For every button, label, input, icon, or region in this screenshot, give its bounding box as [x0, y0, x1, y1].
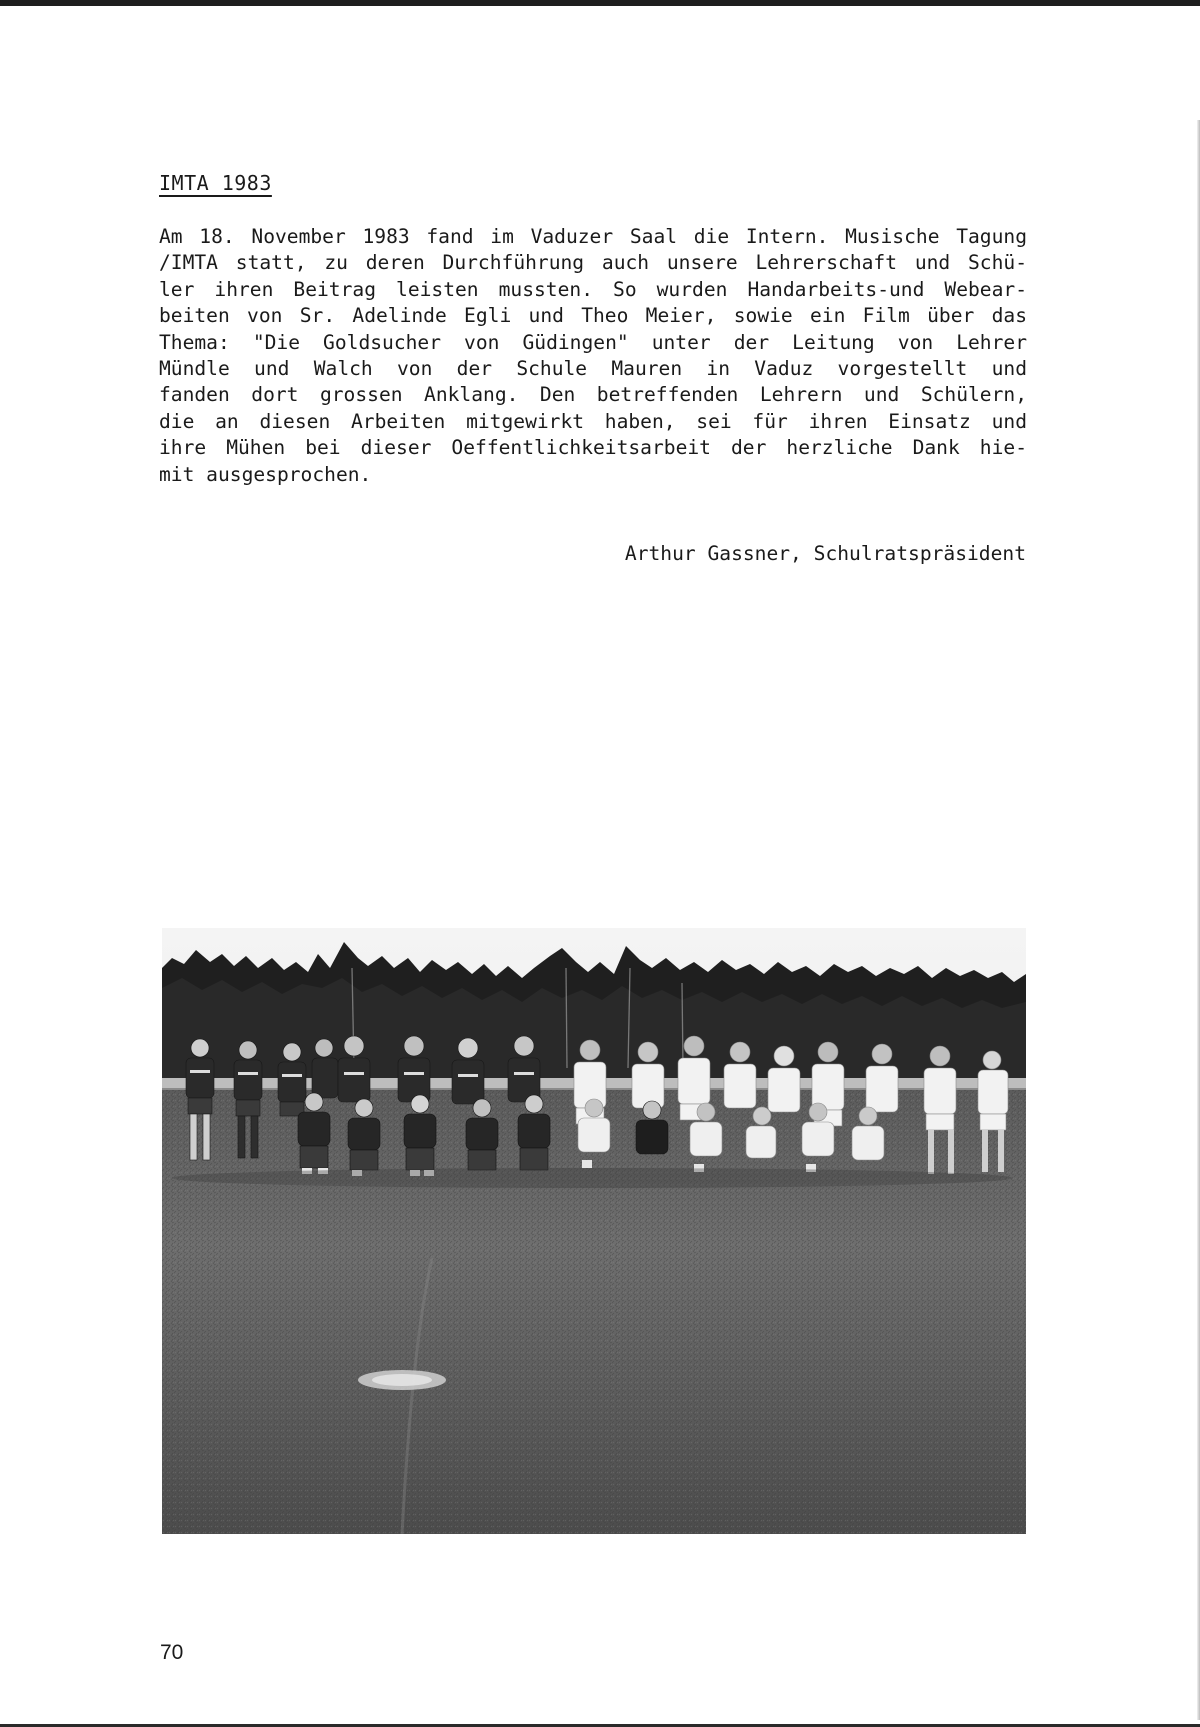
section-heading: IMTA 1983 — [159, 171, 272, 195]
paragraph-line: mit ausgesprochen. — [159, 462, 372, 486]
team-photo — [162, 928, 1026, 1534]
scan-top-border — [0, 0, 1200, 6]
paragraph-line: ihre Mühen bei dieser Oeffentlichkeitsarbeit der herzliche Dank hie- — [159, 436, 1027, 460]
paragraph-line: die an diesen Arbeiten mitgewirkt haben, sei für ihren Einsatz und — [159, 409, 1027, 433]
article-paragraph — [159, 224, 1027, 488]
author-signature: Arthur Gassner, Schulratspräsident — [624, 542, 1026, 565]
paragraph-line: Am 18. November 1983 fand im Vaduzer Saal die Intern. Musische Tagung — [159, 225, 1027, 248]
paragraph-line: Thema: "Die Goldsucher von Güdingen" unter der Leitung von Lehrer — [159, 330, 1027, 354]
paragraph-line: ler ihren Beitrag leisten mussten. So wurden Handarbeits-und Webear- — [159, 277, 1027, 301]
paragraph-line: fanden dort grossen Anklang. Den betreffenden Lehrern und Schülern, — [159, 383, 1027, 407]
paragraph-line: /IMTA statt, zu deren Durchführung auch unsere Lehrerschaft und Schü- — [159, 251, 1027, 275]
paragraph-line: Mündle und Walch von der Schule Mauren in Vaduz vorgestellt und — [159, 357, 1027, 381]
page-number: 70 — [160, 1641, 184, 1664]
paragraph-line: beiten von Sr. Adelinde Egli und Theo Meier, sowie ein Film über das — [159, 304, 1027, 328]
